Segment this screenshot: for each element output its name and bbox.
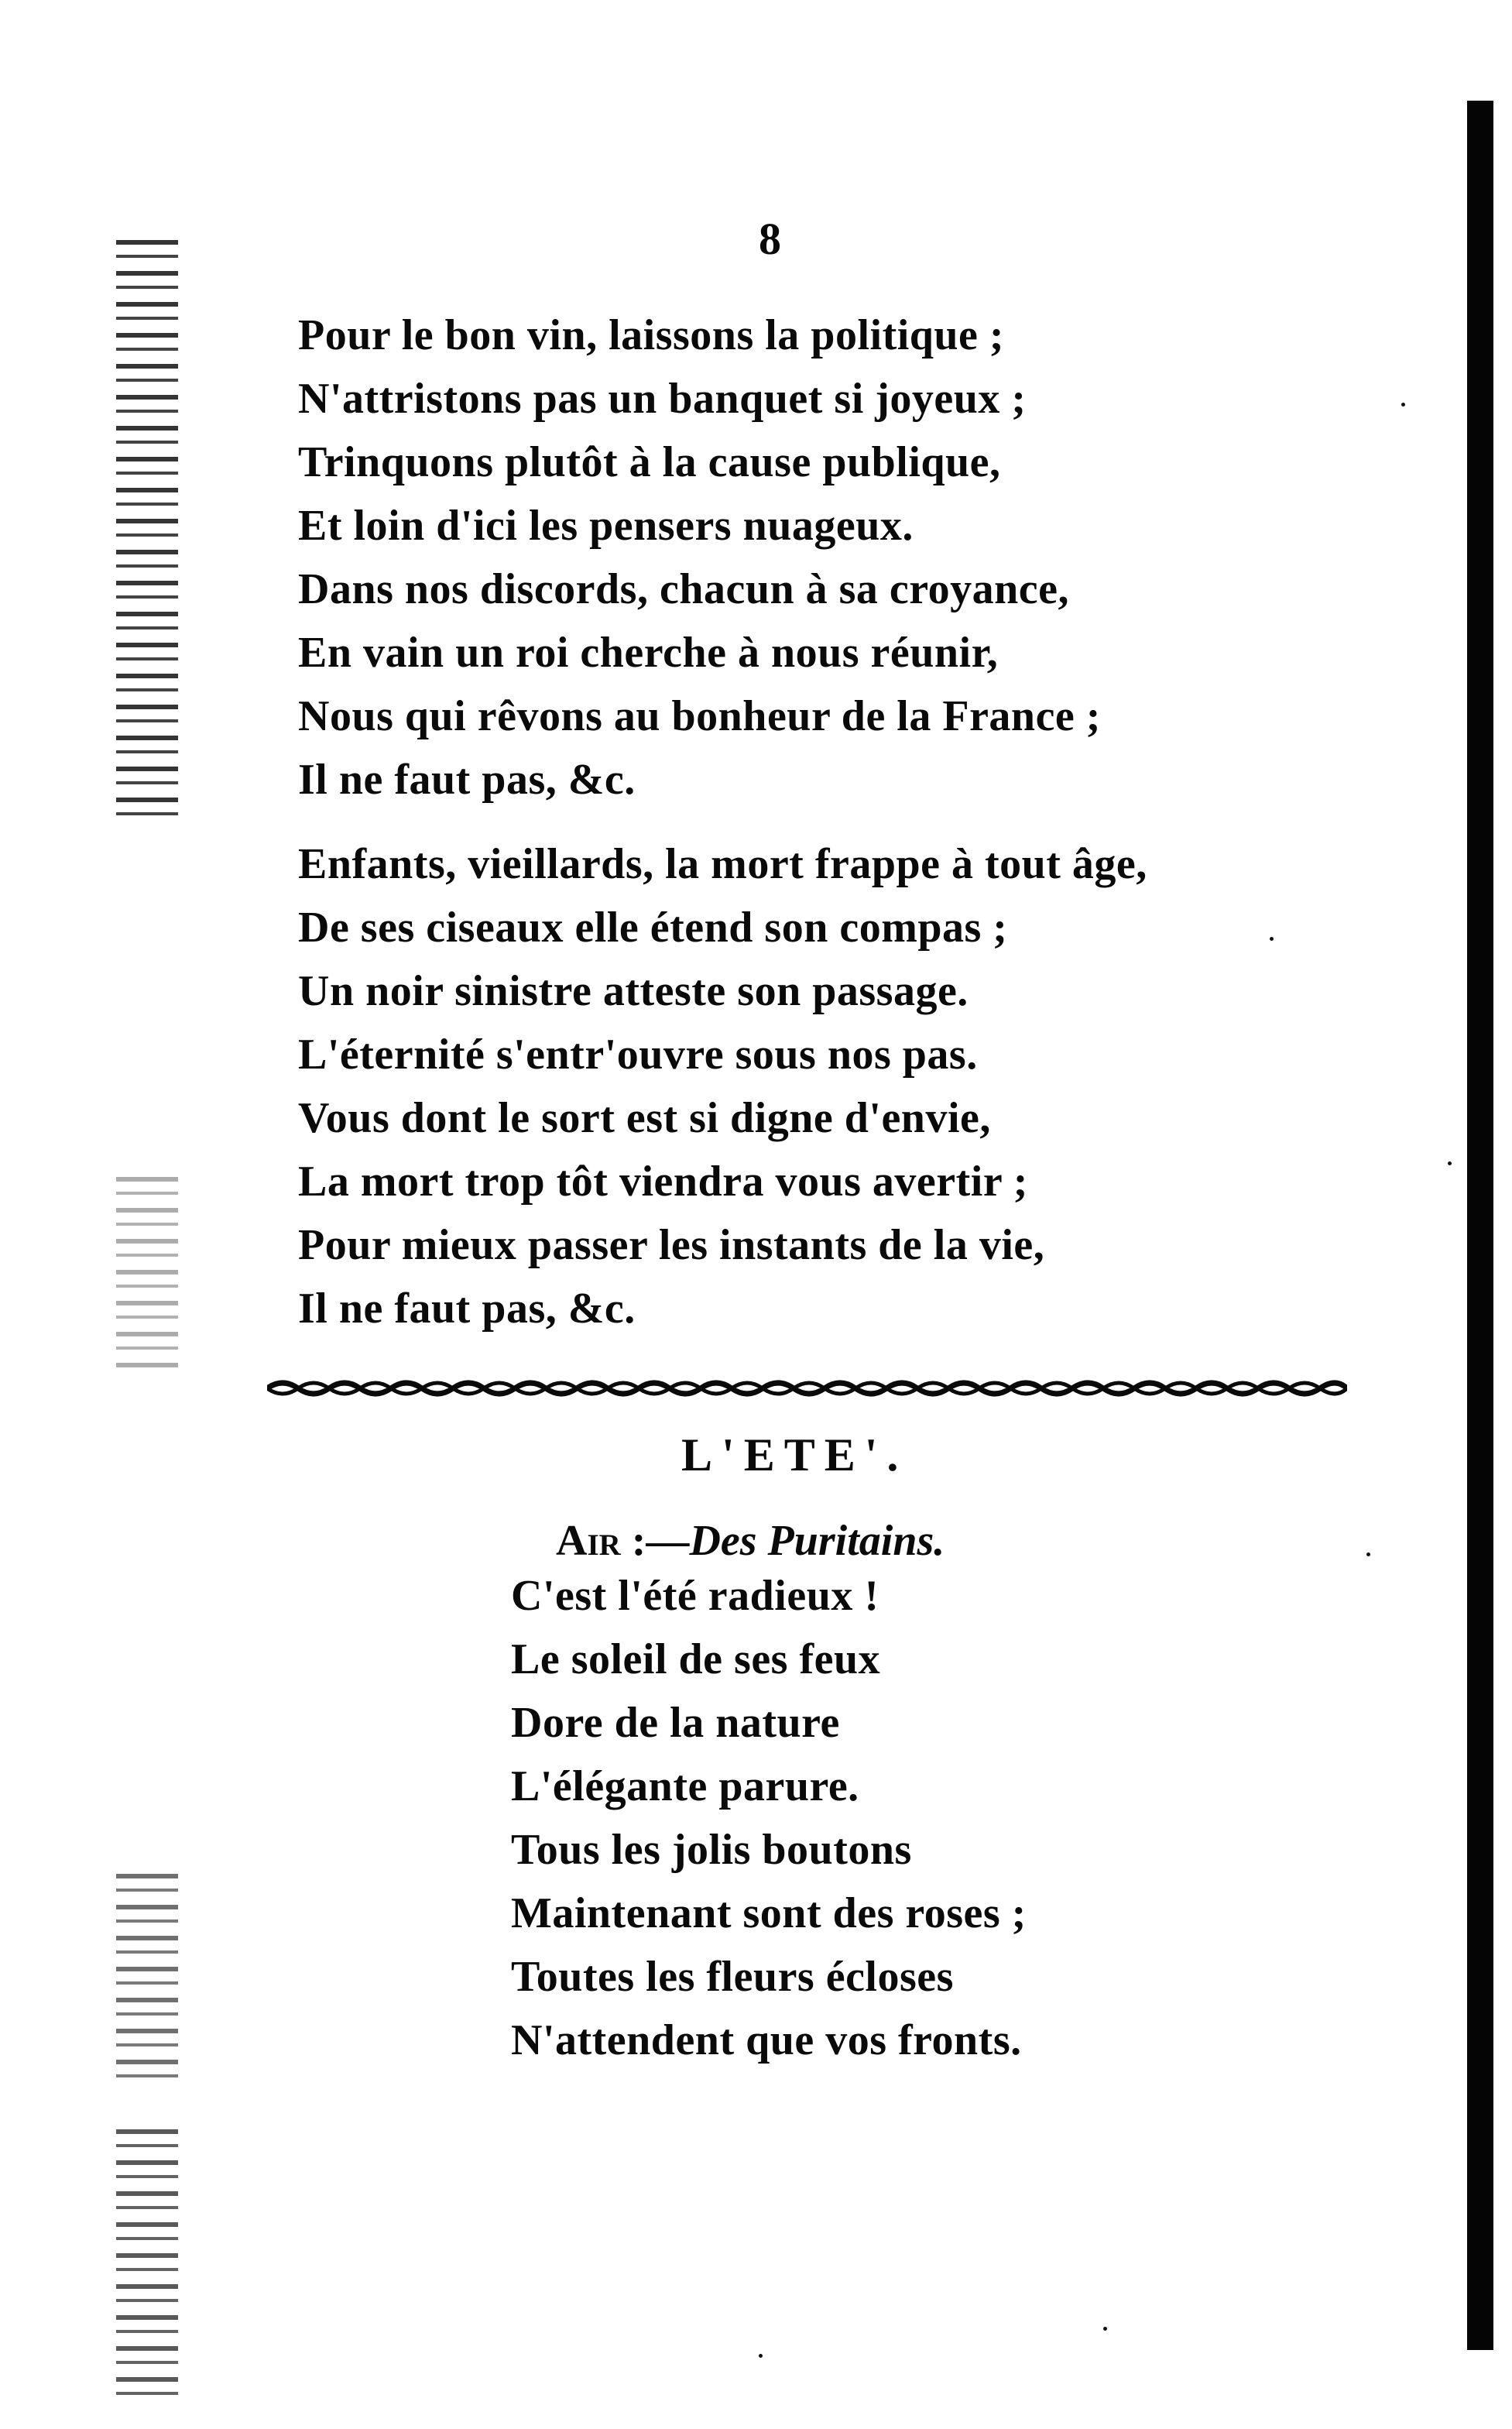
scan-speck: [1366, 1552, 1370, 1556]
scan-speck: [1270, 937, 1274, 941]
air-name: Des Puritains.: [689, 1517, 945, 1565]
verse-line: Le soleil de ses feux: [511, 1635, 881, 1683]
verse-line: En vain un roi cherche à nous réunir,: [298, 629, 999, 677]
scan-speck: [759, 2354, 763, 2358]
verse-line: Nous qui rêvons au bonheur de la France ;: [298, 692, 1101, 740]
verse-line: Enfants, vieillards, la mort frappe à tout âge,: [298, 840, 1147, 888]
verse-line: Vous dont le sort est si digne d'envie,: [298, 1094, 991, 1142]
verse-line: N'attendent que vos fronts.: [511, 2016, 1022, 2064]
verse-line: Pour le bon vin, laissons la politique ;: [298, 311, 1005, 359]
verse-line: L'élégante parure.: [511, 1762, 859, 1810]
scan-gutter-noise: [116, 1177, 178, 1371]
verse-line: Toutes les fleurs écloses: [511, 1953, 954, 2001]
verse-line: Un noir sinistre atteste son passage.: [298, 967, 969, 1015]
page-number: 8: [759, 214, 781, 264]
stanza-1: [298, 304, 1101, 811]
verse-line: Il ne faut pas, &c.: [298, 756, 636, 804]
verse-line: Pour mieux passer les instants de la vie,: [298, 1221, 1045, 1269]
verse-line: Dans nos discords, chacun à sa croyance,: [298, 565, 1069, 613]
scan-gutter-noise: [116, 240, 178, 829]
scan-gutter-noise: [116, 2129, 178, 2408]
verse-line: Trinquons plutôt à la cause publique,: [298, 438, 1001, 486]
verse-line: C'est l'été radieux !: [511, 1572, 879, 1620]
verse-line: La mort trop tôt viendra vous avertir ;: [298, 1158, 1028, 1206]
verse-line: Tous les jolis boutons: [511, 1826, 912, 1874]
scan-gutter-noise: [116, 1874, 178, 2091]
verse-line: Dore de la nature: [511, 1699, 840, 1747]
scan-speck: [1448, 1161, 1452, 1165]
stanza-2: [298, 832, 1147, 1340]
song-title: L'ETE'.: [681, 1429, 908, 1480]
verse-line: L'éternité s'entr'ouvre sous nos pas.: [298, 1031, 978, 1079]
stanza-3: [511, 1564, 1027, 2072]
decorative-rule: [267, 1377, 1347, 1400]
verse-line: Il ne faut pas, &c.: [298, 1285, 636, 1333]
verse-line: Maintenant sont des roses ;: [511, 1889, 1027, 1937]
verse-line: De ses ciseaux elle étend son compas ;: [298, 904, 1008, 952]
air-indication: [556, 1516, 945, 1566]
air-label: Air :—: [556, 1517, 690, 1565]
scan-speck: [1401, 403, 1405, 407]
verse-line: N'attristons pas un banquet si joyeux ;: [298, 375, 1027, 423]
scan-edge-shadow: [1467, 101, 1493, 2350]
scan-speck: [1103, 2327, 1107, 2331]
verse-line: Et loin d'ici les pensers nuageux.: [298, 502, 914, 550]
